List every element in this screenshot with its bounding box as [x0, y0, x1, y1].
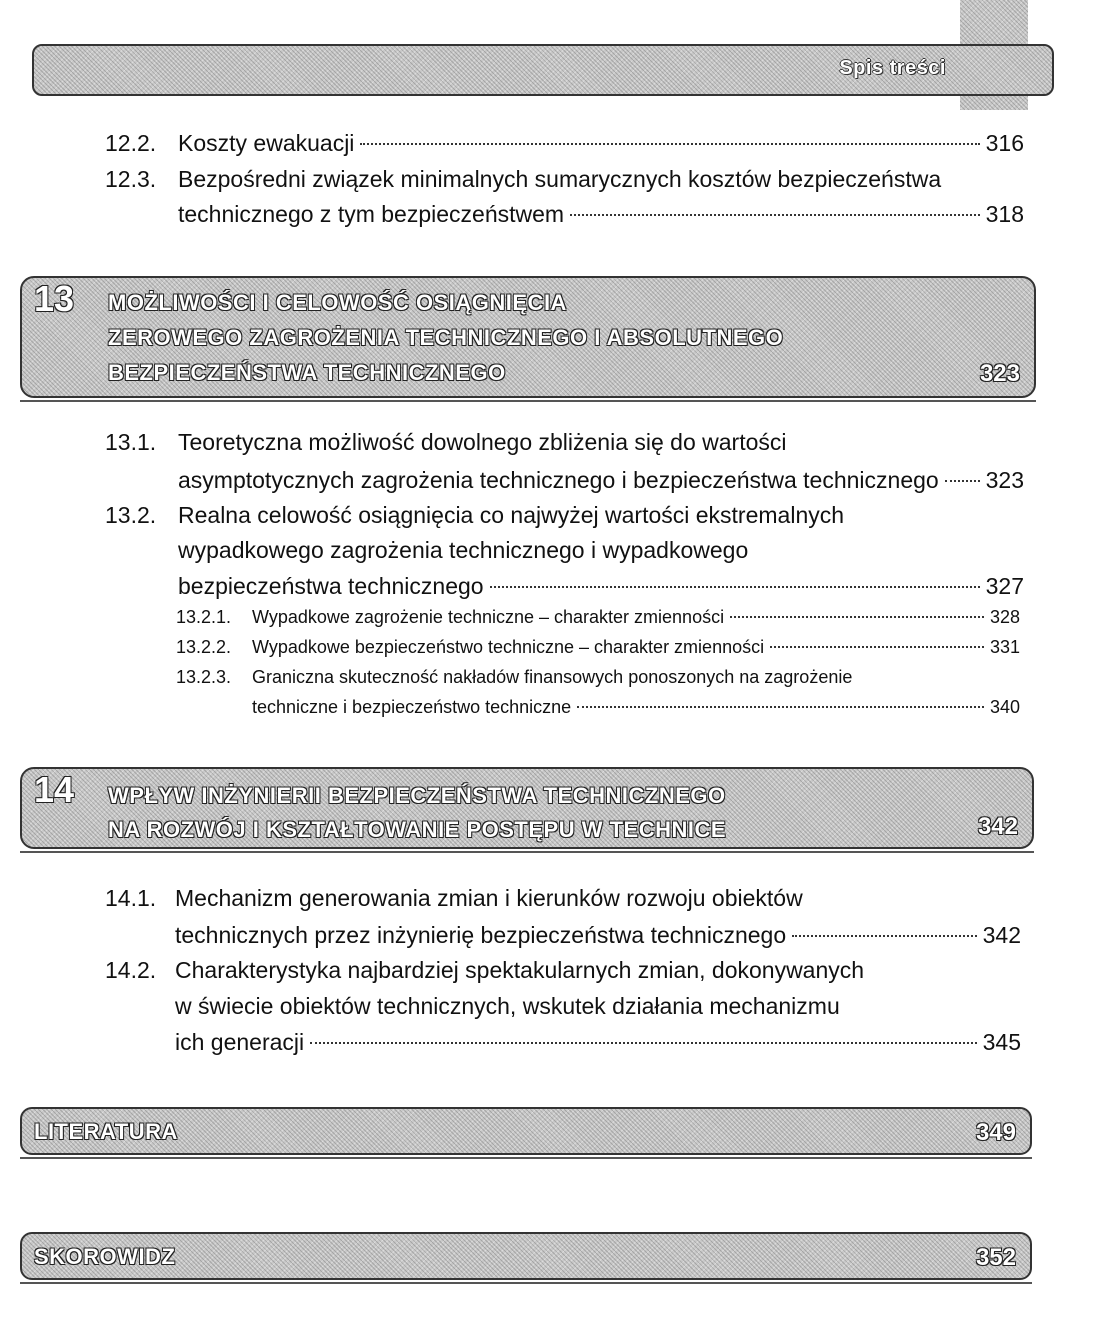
entry-number: 12.3. [105, 166, 157, 192]
entry-page: 318 [985, 201, 1024, 227]
chapter-title-line: BEZPIECZEŃSTWA TECHNICZNEGO [108, 360, 506, 385]
subentry-title: Wypadkowe bezpieczeństwo techniczne – charakter zmienności [252, 637, 765, 657]
dot-leader [945, 480, 980, 482]
dot-leader [490, 586, 980, 588]
entry-title-cont: wypadkowego zagrożenia technicznego i wypadkowego [178, 537, 749, 563]
entry-page: 342 [982, 922, 1021, 948]
entry-page: 327 [985, 573, 1024, 599]
header-bar [32, 44, 1054, 96]
entry-title: Charakterystyka najbardziej spektakularnych zmian, dokonywanych [175, 957, 865, 983]
subentry-page: 328 [989, 607, 1020, 627]
subentry-line [252, 602, 1020, 632]
dot-leader [730, 616, 984, 618]
entry-line [175, 917, 1021, 953]
subentry-title: Wypadkowe zagrożenie techniczne – charakter zmienności [252, 607, 725, 627]
subentry-page: 331 [989, 637, 1020, 657]
chapter-number: 14 [34, 769, 75, 810]
dot-leader [792, 935, 977, 937]
dot-leader [570, 214, 980, 216]
chapter-14-banner[interactable] [20, 767, 1034, 849]
chapter-title-line: MOŻLIWOŚCI I CELOWOŚĆ OSIĄGNIĘCIA [108, 290, 567, 315]
header-title: Spis treści [839, 57, 946, 79]
section-title: SKOROWIDZ [34, 1244, 176, 1269]
entry-title: Koszty ewakuacji [178, 130, 355, 156]
entry-line [178, 125, 1024, 161]
entry-line [178, 196, 1024, 232]
entry-title: Teoretyczna możliwość dowolnego zbliżenia się do wartości [178, 429, 787, 455]
dot-leader [770, 646, 984, 648]
entry-number: 14.1. [105, 885, 157, 911]
entry-line [175, 1024, 1021, 1060]
chapter-title-line: ZEROWEGO ZAGROŻENIA TECHNICZNEGO I ABSOLUTNEGO [108, 325, 784, 350]
section-page: 349 [975, 1119, 1016, 1146]
subentry-title-cont: techniczne i bezpieczeństwo techniczne [252, 697, 572, 717]
entry-line [178, 568, 1024, 604]
chapter-page: 342 [977, 813, 1018, 840]
entry-title-cont: asymptotycznych zagrożenia technicznego i bezpieczeństwa technicznego [178, 467, 939, 493]
chapter-page: 323 [979, 360, 1020, 387]
entry-title-cont: bezpieczeństwa technicznego [178, 573, 484, 599]
entry-number: 13.1. [105, 429, 157, 455]
subentry-line [252, 632, 1020, 662]
banner-shadow [20, 851, 1034, 853]
chapter-number: 13 [34, 278, 75, 319]
banner-shadow [20, 1157, 1032, 1159]
dot-leader [577, 706, 984, 708]
section-page: 352 [975, 1244, 1016, 1271]
dot-leader [360, 143, 979, 145]
entry-page: 345 [982, 1029, 1021, 1055]
skorowidz-banner[interactable] [20, 1232, 1032, 1280]
entry-title-cont: w świecie obiektów technicznych, wskutek działania mechanizmu [175, 993, 840, 1019]
literatura-banner[interactable] [20, 1107, 1032, 1155]
entry-title-cont: technicznego z tym bezpieczeństwem [178, 201, 565, 227]
subentry-number: 13.2.2. [176, 637, 232, 657]
section-title: LITERATURA [34, 1119, 178, 1144]
entry-title-cont: ich generacji [175, 1029, 305, 1055]
subentry-number: 13.2.1. [176, 607, 232, 627]
subentry-page: 340 [989, 697, 1020, 717]
dot-leader [310, 1042, 976, 1044]
entry-page: 316 [985, 130, 1024, 156]
entry-title: Realna celowość osiągnięcia co najwyżej wartości ekstremalnych [178, 502, 845, 528]
chapter-13-banner[interactable] [20, 276, 1036, 398]
subentry-title: Graniczna skuteczność nakładów finansowych ponoszonych na zagrożenie [252, 667, 853, 687]
entry-title-cont: technicznych przez inżynierię bezpieczeństwa technicznego [175, 922, 787, 948]
banner-shadow [20, 400, 1036, 402]
chapter-title-line: WPŁYW INŻYNIERII BEZPIECZEŃSTWA TECHNICZNEGO [108, 783, 726, 808]
entry-number: 14.2. [105, 957, 157, 983]
banner-shadow [20, 1282, 1032, 1284]
entry-page: 323 [985, 467, 1024, 493]
entry-title: Mechanizm generowania zmian i kierunków rozwoju obiektów [175, 885, 803, 911]
subentry-number: 13.2.3. [176, 667, 232, 687]
chapter-title-line: NA ROZWÓJ I KSZTAŁTOWANIE POSTĘPU W TECHNICE [108, 817, 727, 842]
entry-number: 12.2. [105, 130, 157, 156]
entry-line [178, 462, 1024, 498]
subentry-line [252, 692, 1020, 722]
entry-number: 13.2. [105, 502, 157, 528]
entry-title: Bezpośredni związek minimalnych sumarycznych kosztów bezpieczeństwa [178, 166, 942, 192]
